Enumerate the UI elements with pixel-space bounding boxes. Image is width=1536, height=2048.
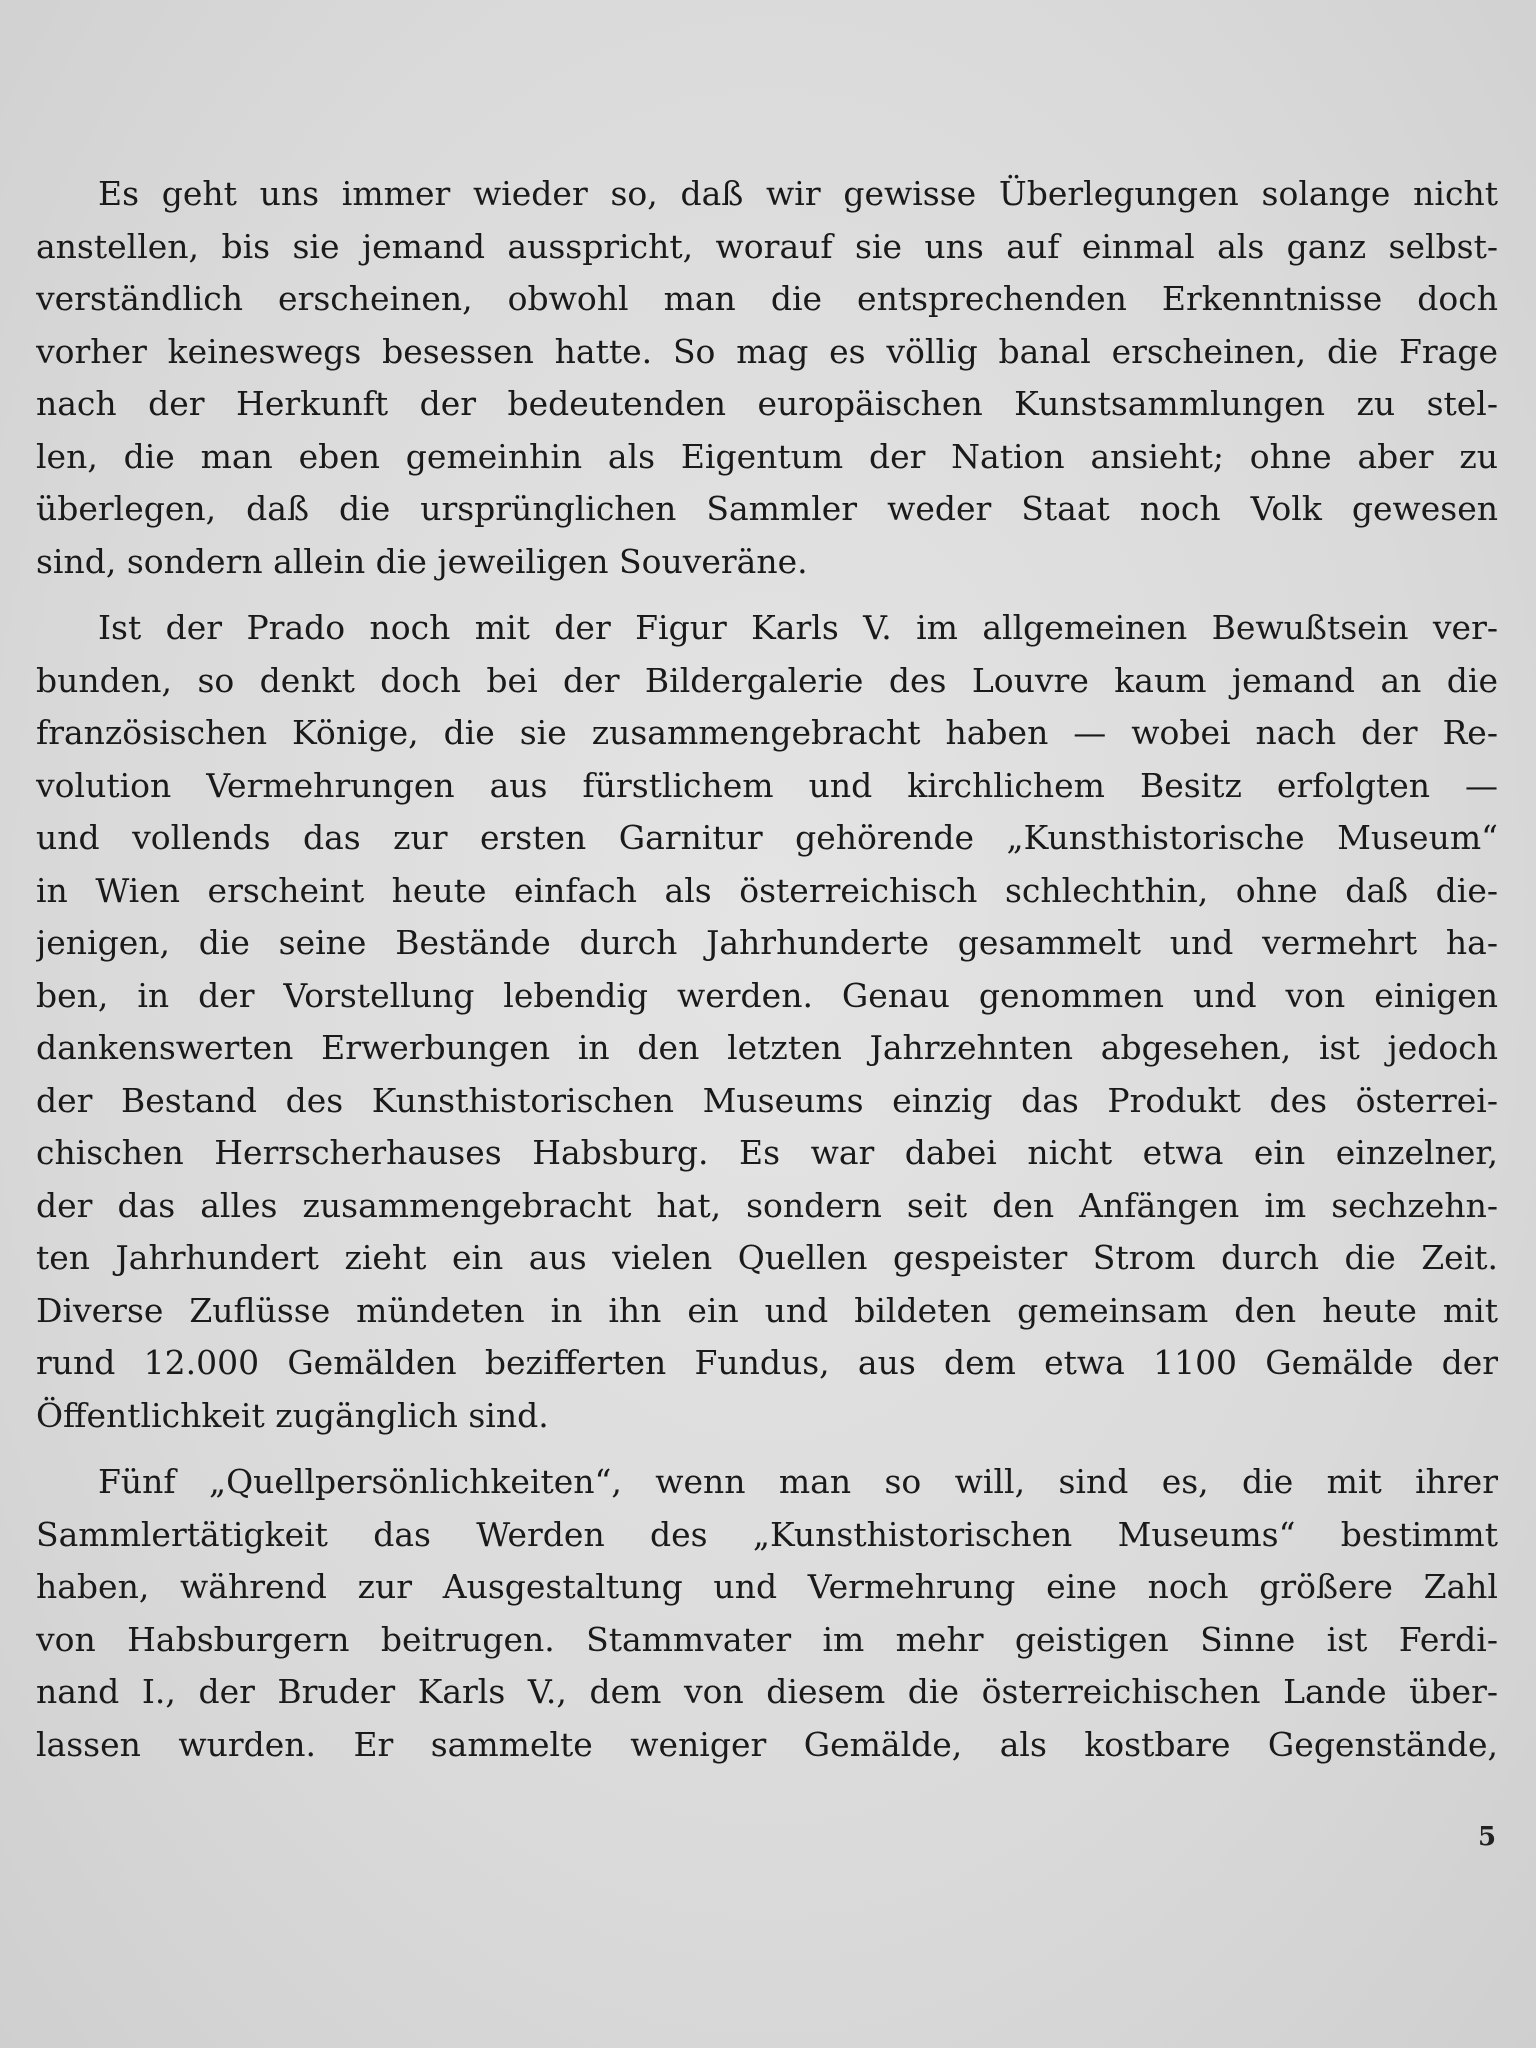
text-line: anstellen, bis sie jemand ausspricht, worauf sie uns auf einmal als ganz selbst- xyxy=(36,226,1498,266)
text-line: Fünf „Quellpersönlichkeiten“, wenn man so will, sind es, die mit ihrer xyxy=(98,1462,1498,1501)
text-line: Diverse Zuflüsse mündeten in ihn ein und bildeten gemeinsam den heute mit xyxy=(36,1290,1498,1330)
text-line: volution Vermehrungen aus fürstlichem und kirchlichem Besitz erfolgten — xyxy=(36,765,1498,805)
text-line: Ist der Prado noch mit der Figur Karls V. im allgemeinen Bewußtsein ver- xyxy=(98,608,1498,647)
text-line: der Bestand des Kunsthistorischen Museums einzig das Produkt des österrei- xyxy=(36,1080,1498,1120)
text-line: und vollends das zur ersten Garnitur gehörende „Kunsthistorische Museum“ xyxy=(36,818,1498,857)
text-line: vorher keineswegs besessen hatte. So mag es völlig banal erscheinen, die Frage xyxy=(36,331,1498,371)
book-page xyxy=(36,168,1498,1785)
text-line: der das alles zusammengebracht hat, sondern seit den Anfängen im sechzehn- xyxy=(36,1185,1498,1225)
text-line: Sammlertätigkeit das Werden des „Kunsthistorischen Museums“ bestimmt xyxy=(36,1514,1498,1554)
text-line: haben, während zur Ausgestaltung und Vermehrung eine noch größere Zahl xyxy=(36,1567,1498,1606)
text-line: verständlich erscheinen, obwohl man die entsprechenden Erkenntnisse doch xyxy=(36,279,1498,318)
page-number: 5 xyxy=(1478,1822,1497,1852)
text-line: Es geht uns immer wieder so, daß wir gewisse Überlegungen solange nicht xyxy=(98,174,1498,213)
text-line: ben, in der Vorstellung lebendig werden. Genau genommen und von einigen xyxy=(36,975,1498,1015)
text-line: jenigen, die seine Bestände durch Jahrhunderte gesammelt und vermehrt ha- xyxy=(36,923,1498,962)
text-line: rund 12.000 Gemälden bezifferten Fundus, aus dem etwa 1100 Gemälde der xyxy=(36,1343,1498,1382)
text-line: ten Jahrhundert zieht ein aus vielen Quellen gespeister Strom durch die Zeit. xyxy=(36,1238,1498,1277)
text-line: chischen Herrscherhauses Habsburg. Es war dabei nicht etwa ein einzelner, xyxy=(36,1133,1498,1172)
paragraph-1 xyxy=(36,168,1498,588)
text-line: dankenswerten Erwerbungen in den letzten Jahrzehnten abgesehen, ist jedoch xyxy=(36,1028,1498,1067)
text-line: nand I., der Bruder Karls V., dem von diesem die österreichischen Lande über- xyxy=(36,1672,1498,1711)
text-line: len, die man eben gemeinhin als Eigentum der Nation ansieht; ohne aber zu xyxy=(36,436,1498,476)
text-line: in Wien erscheint heute einfach als österreichisch schlechthin, ohne daß die- xyxy=(36,870,1498,910)
text-line: nach der Herkunft der bedeutenden europäischen Kunstsammlungen zu stel- xyxy=(36,384,1498,423)
text-line: überlegen, daß die ursprünglichen Sammler weder Staat noch Volk gewesen xyxy=(36,489,1498,528)
text-line: französischen Könige, die sie zusammengebracht haben — wobei nach der Re- xyxy=(36,713,1498,752)
paragraph-2 xyxy=(36,602,1498,1442)
text-line: bunden, so denkt doch bei der Bildergalerie des Louvre kaum jemand an die xyxy=(36,660,1498,700)
text-line: von Habsburgern beitrugen. Stammvater im mehr geistigen Sinne ist Ferdi- xyxy=(36,1619,1498,1659)
paragraph-3 xyxy=(36,1456,1498,1771)
text-line: lassen wurden. Er sammelte weniger Gemälde, als kostbare Gegenstände, xyxy=(36,1724,1498,1764)
text-line: Öffentlichkeit zugänglich sind. xyxy=(36,1395,549,1435)
text-line: sind, sondern allein die jeweiligen Souveräne. xyxy=(36,541,808,581)
